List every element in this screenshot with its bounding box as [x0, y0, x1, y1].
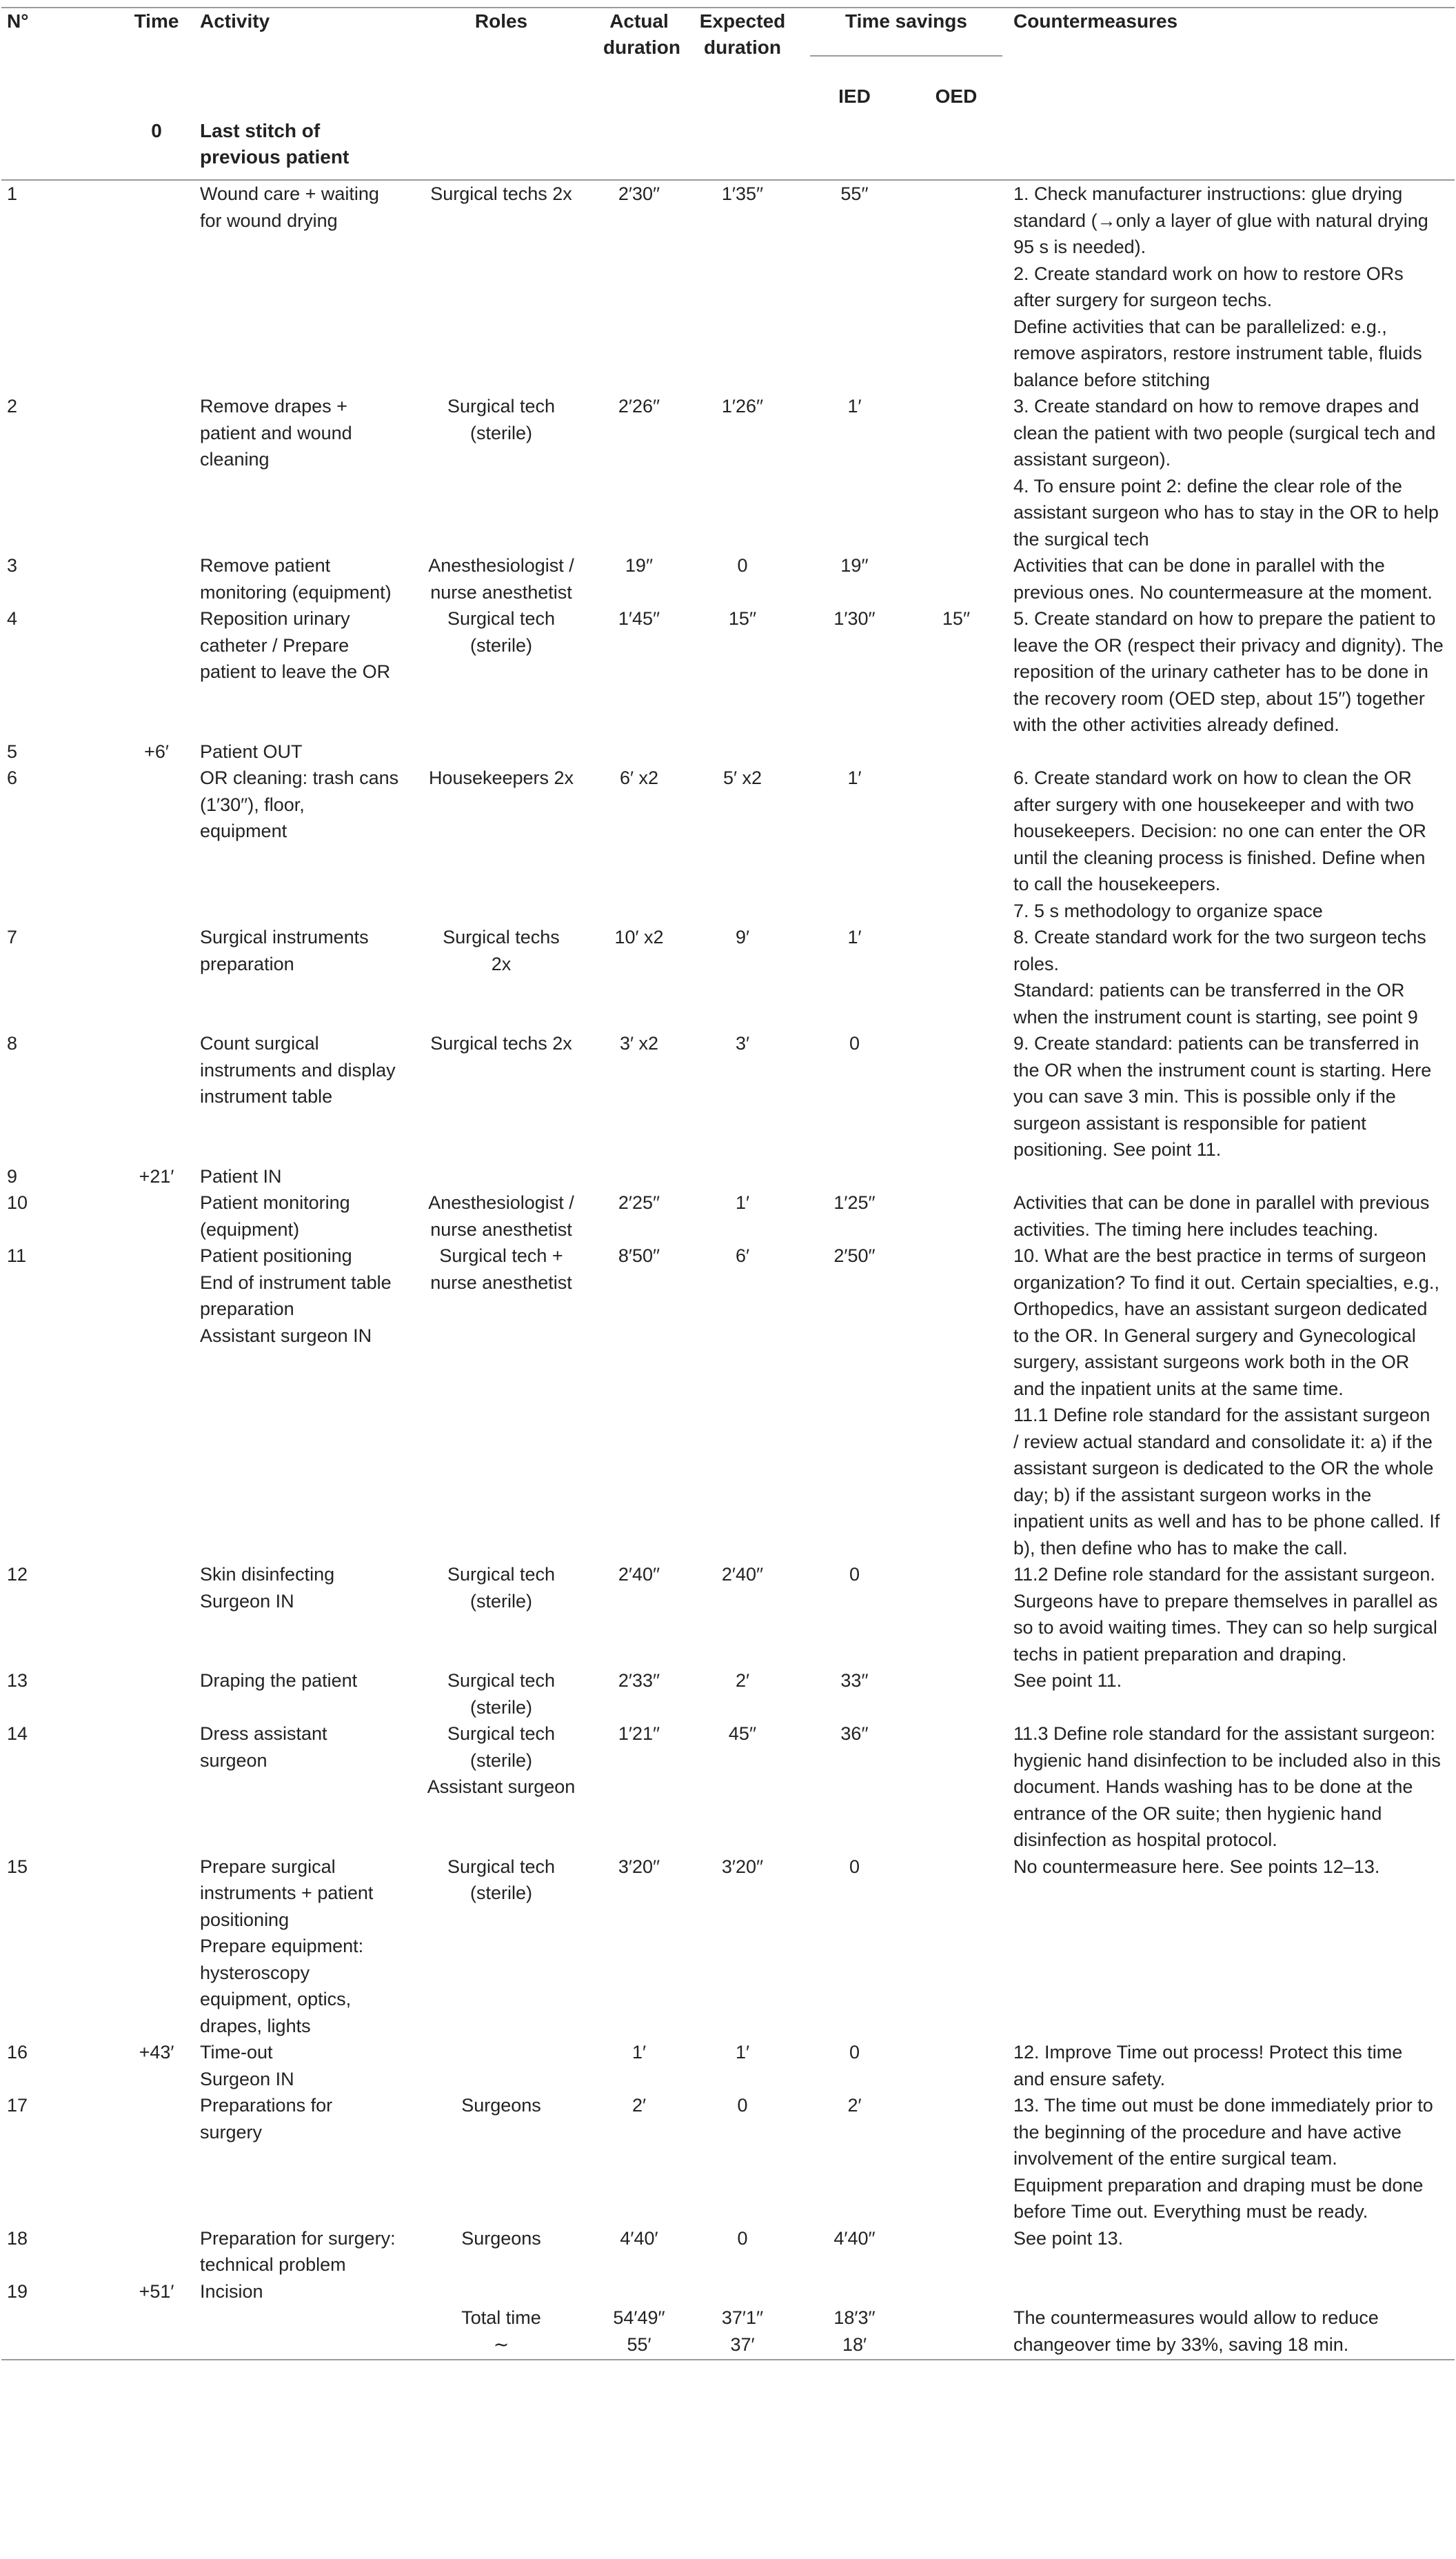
row-roles: Surgical tech (sterile): [447, 608, 556, 656]
row-countermeasures: [1008, 739, 1455, 765]
row-countermeasures: No countermeasure here. See points 12–13.: [1013, 1856, 1380, 1877]
row-activity: Remove patient monitoring (equipment): [200, 555, 392, 603]
row-countermeasures: See point 13.: [1013, 2227, 1124, 2249]
row-actual-duration: 3′ x2: [619, 1033, 659, 1054]
row-expected-duration: 3′20′′: [721, 1856, 764, 1877]
row-countermeasures: [1008, 1163, 1455, 1190]
row-ied: 33′′: [840, 1670, 869, 1691]
row-oed: [904, 924, 1008, 1030]
row-oed: [904, 1243, 1008, 1561]
row-time: [119, 924, 194, 1030]
row-number: 5: [7, 741, 18, 762]
row-number: 9: [7, 1165, 18, 1187]
row-activity: Prepare surgical instruments + patient positioning Prepare equipment: hysteroscopy equipment, optics, drapes, lights: [200, 1856, 374, 2036]
row-ied: [805, 2278, 904, 2305]
table-row: [1, 1561, 1455, 1667]
row-roles: Surgeons: [461, 2095, 541, 2116]
table-row: [1, 2039, 1455, 2092]
row-activity: Patient OUT: [200, 741, 303, 762]
row-countermeasures: 3. Create standard on how to remove drapes and clean the patient with two people (surgical tech and assistant surgeon). 4. To ensure point 2: define the clear role of the assistant surgeon who has to stay in the OR to help the surgical tech: [1013, 396, 1439, 550]
header-time: Time: [119, 8, 194, 111]
header-time-savings: [805, 8, 1008, 83]
row-oed: [904, 765, 1008, 924]
row-actual-duration: 1′: [631, 2042, 647, 2063]
row-time: [119, 1190, 194, 1243]
row-activity: Surgical instruments preparation: [200, 927, 369, 974]
row-countermeasures: 12. Improve Time out process! Protect this time and ensure safety.: [1013, 2042, 1403, 2089]
row-expected-duration: [680, 2278, 805, 2305]
row-roles: Housekeepers 2x: [428, 767, 574, 788]
row-number: 4: [7, 608, 18, 629]
row-expected-duration: 2′: [735, 1670, 750, 1691]
row-activity: Patient monitoring (equipment): [200, 1192, 350, 1240]
table-row: [1, 552, 1455, 605]
row-expected-duration: 1′35′′: [721, 183, 764, 204]
total-label: Total time ∼: [405, 2305, 598, 2360]
row-number: 19: [7, 2280, 28, 2302]
row-ied: [805, 739, 904, 765]
row-ied: 1′: [847, 927, 862, 947]
table-row: [1, 2225, 1455, 2278]
row-roles: [405, 2278, 598, 2305]
changeover-activity-table: [1, 7, 1455, 2360]
row-oed: [904, 180, 1008, 393]
row-number: 12: [7, 1564, 28, 1585]
row-roles: Surgical tech + nurse anesthetist: [430, 1245, 572, 1293]
row-time: [119, 1561, 194, 1667]
row-actual-duration: 4′40′: [620, 2227, 658, 2249]
row-oed: [904, 739, 1008, 765]
row-expected-duration: 1′: [735, 1192, 750, 1213]
row-actual-duration: 3′20′′: [618, 1856, 660, 1877]
row-actual-duration: 2′: [631, 2095, 647, 2116]
row-countermeasures: 11.2 Define role standard for the assistant surgeon. Surgeons have to prepare themselves in parallel as so to avoid waiting times. They can so help surgical techs in patient preparation and draping.: [1013, 1564, 1438, 1665]
row-oed: [904, 1854, 1008, 2040]
row-actual-duration: [598, 739, 680, 765]
header-oed: OED: [935, 86, 978, 107]
row-activity: Skin disinfecting Surgeon IN: [200, 1564, 335, 1612]
row-activity: Preparation for surgery: technical problem: [200, 2227, 396, 2275]
row-roles: [405, 739, 598, 765]
row-ied: 1′30′′: [833, 608, 876, 629]
row-number: 7: [7, 927, 18, 947]
row-oed: [904, 393, 1008, 552]
row-roles: Surgical tech (sterile) Assistant surgeon: [427, 1723, 576, 1797]
row-countermeasures: 13. The time out must be done immediately prior to the beginning of the procedure and have active involvement of the entire surgical team. Equipment preparation and draping must be done before Time out. Everything must be ready.: [1013, 2095, 1433, 2222]
header-roles: Roles: [405, 8, 598, 111]
row-ied: 1′25′′: [833, 1192, 876, 1213]
row-oed: [904, 2092, 1008, 2225]
table-row: [1, 1030, 1455, 1163]
row-roles: Surgical techs 2x: [430, 1033, 572, 1054]
total-expected: 37′1′′ 37′: [680, 2305, 805, 2360]
row-expected-duration: 15′′: [728, 608, 757, 629]
row-expected-duration: 1′: [735, 2042, 750, 2063]
row-number: 3: [7, 555, 18, 576]
row-number: 8: [7, 1033, 18, 1054]
table-row: [1, 1243, 1455, 1561]
row-time: [119, 1030, 194, 1163]
row-activity: OR cleaning: trash cans (1′30′′), floor, equipment: [200, 767, 399, 841]
table-row: [1, 1720, 1455, 1854]
row-roles: Surgical tech (sterile): [447, 1564, 556, 1612]
table-header: [1, 8, 1455, 180]
row-oed: [904, 1561, 1008, 1667]
row-time: [119, 552, 194, 605]
row-roles: Surgeons: [461, 2227, 541, 2249]
table-row: [1, 739, 1455, 765]
row-expected-duration: 1′26′′: [721, 396, 764, 417]
table-row: [1, 1667, 1455, 1720]
row-time: +51′: [139, 2280, 174, 2302]
row-activity: Reposition urinary catheter / Prepare patient to leave the OR: [200, 608, 391, 682]
row-ied: 19′′: [840, 555, 869, 576]
total-countermeasures: The countermeasures would allow to reduce changeover time by 33%, saving 18 min.: [1008, 2305, 1455, 2360]
row-number: 2: [7, 396, 18, 417]
row-oed: [904, 1667, 1008, 1720]
row-countermeasures: 1. Check manufacturer instructions: glue drying standard (→only a layer of glue with natural drying 95 s is needed). 2. Create standard work on how to restore ORs after surgery for surgeon techs. Define activities that can be parallelized: e.g., remove aspirators, restore instrument table, fluids balance before stitching: [1013, 183, 1428, 390]
total-actual: 54′49′′ 55′: [598, 2305, 680, 2360]
row-activity: Incision: [200, 2280, 263, 2302]
row-roles: Surgical tech (sterile): [447, 1856, 556, 1903]
row-number: 13: [7, 1670, 28, 1691]
row-oed: [904, 1163, 1008, 1190]
row-roles: [405, 1163, 598, 1190]
header-no: N°: [1, 8, 119, 111]
row-expected-duration: 6′: [735, 1245, 750, 1266]
row-time: [119, 1854, 194, 2040]
row-roles: Anesthesiologist / nurse anesthetist: [428, 1192, 574, 1240]
row-expected-duration: 2′40′′: [721, 1564, 764, 1585]
row-ied: 36′′: [840, 1723, 869, 1744]
row-oed: [904, 1030, 1008, 1163]
row-oed: [904, 2225, 1008, 2278]
header-expected-duration: Expected duration: [680, 8, 805, 111]
row-time: +21′: [139, 1165, 174, 1187]
row-time: [119, 180, 194, 393]
row-actual-duration: 2′40′′: [618, 1564, 660, 1585]
total-ied: 18′3′′ 18′: [805, 2305, 904, 2360]
row-roles: Surgical tech (sterile): [447, 1670, 556, 1718]
row-activity: Wound care + waiting for wound drying: [200, 183, 379, 231]
row-oed: 15′′: [942, 608, 971, 629]
table-row: [1, 393, 1455, 552]
table-footer: [1, 2305, 1455, 2360]
row-ied: 0: [849, 1033, 860, 1054]
row-ied: 4′40′′: [833, 2227, 876, 2249]
row-countermeasures: 10. What are the best practice in terms of surgeon organization? To find it out. Certain specialties, e.g., Orthopedics, have an assistant surgeon dedicated to the OR. In General surgery and Gynecological surgery, assistant surgeons work both in the OR and the inpatient units at the same time. 11.1 Define role standard for the assistant surgeon / review actual standard and consolidate it: a) if the assistant surgeon is dedicated to the OR the whole day; b) if the assistant surgeon works in the inpatient units as well and has to be phone called. If b), then define who has to make the call.: [1013, 1245, 1440, 1558]
row-number: 16: [7, 2042, 28, 2063]
row-ied: 2′50′′: [833, 1245, 876, 1266]
header-ied: IED: [838, 86, 871, 107]
row-oed: [904, 552, 1008, 605]
row-number: 10: [7, 1192, 28, 1213]
row-activity: Time-out Surgeon IN: [200, 2042, 294, 2089]
row-number: 18: [7, 2227, 28, 2249]
row-activity: Dress assistant surgeon: [200, 1723, 327, 1771]
row-number: 14: [7, 1723, 28, 1744]
row-time: +6′: [144, 741, 169, 762]
start-time: 0: [119, 111, 194, 180]
table-row: [1, 180, 1455, 393]
row-activity: Remove drapes + patient and wound cleaning: [200, 396, 352, 470]
row-actual-duration: 2′26′′: [618, 396, 660, 417]
row-number: 11: [7, 1245, 27, 1266]
table-row: [1, 2092, 1455, 2225]
table-row: [1, 1163, 1455, 1190]
row-roles: Surgical techs 2x: [443, 927, 560, 974]
row-actual-duration: 2′25′′: [618, 1192, 660, 1213]
table-body: [1, 180, 1455, 2305]
row-expected-duration: 45′′: [728, 1723, 757, 1744]
row-countermeasures: 5. Create standard on how to prepare the patient to leave the OR (respect their privacy and dignity). The reposition of the urinary catheter has to be done in the recovery room (OED step, about 15′′) together with the other activities already defined.: [1013, 608, 1444, 735]
row-ied: 1′: [847, 767, 862, 788]
header-actual-duration: Actual duration: [598, 8, 680, 111]
row-expected-duration: 0: [737, 2227, 748, 2249]
row-countermeasures: [1008, 2278, 1455, 2305]
header-countermeasures: Countermeasures: [1008, 8, 1455, 111]
row-time: [119, 605, 194, 739]
row-activity: Draping the patient: [200, 1670, 358, 1691]
row-roles: Surgical tech (sterile): [447, 396, 556, 443]
row-countermeasures: See point 11.: [1013, 1670, 1122, 1691]
row-actual-duration: 1′21′′: [618, 1723, 660, 1744]
row-expected-duration: 9′: [735, 927, 750, 947]
row-expected-duration: [680, 739, 805, 765]
row-actual-duration: [598, 2278, 680, 2305]
row-actual-duration: 10′ x2: [614, 927, 664, 947]
row-time: [119, 1667, 194, 1720]
row-number: 1: [7, 183, 18, 204]
row-time: [119, 2092, 194, 2225]
row-time: [119, 1720, 194, 1854]
row-countermeasures: Activities that can be done in parallel with previous activities. The timing here includes teaching.: [1013, 1192, 1430, 1240]
row-countermeasures: 9. Create standard: patients can be transferred in the OR when the instrument count is starting. Here you can save 3 min. This is possible only if the surgeon assistant is responsible for patient positioning. See point 11.: [1013, 1033, 1432, 1160]
row-activity: Patient positioning End of instrument table preparation Assistant surgeon IN: [200, 1245, 392, 1346]
row-countermeasures: 11.3 Define role standard for the assistant surgeon: hygienic hand disinfection to be included also in this document. Hands washing has to be done at the entrance of the OR suite; then hygienic hand disinfection as hospital protocol.: [1013, 1723, 1441, 1850]
row-ied: 2′: [847, 2095, 862, 2116]
table-row: [1, 924, 1455, 1030]
row-roles: Surgical techs 2x: [430, 183, 572, 204]
row-countermeasures: Activities that can be done in parallel with the previous ones. No countermeasure at the moment.: [1013, 555, 1433, 603]
row-countermeasures: 8. Create standard work for the two surgeon techs roles. Standard: patients can be transferred in the OR when the instrument count is starting, see point 9: [1013, 927, 1426, 1027]
row-oed: [904, 2039, 1008, 2092]
row-ied: 0: [849, 2042, 860, 2063]
table-row: [1, 1190, 1455, 1243]
row-activity: Count surgical instruments and display instrument table: [200, 1033, 396, 1107]
header-activity: Activity: [194, 8, 405, 111]
row-time: [119, 1243, 194, 1561]
row-number: 6: [7, 767, 18, 788]
row-time: [119, 393, 194, 552]
row-countermeasures: 6. Create standard work on how to clean the OR after surgery with one housekeeper and with two housekeepers. Decision: no one can enter the OR until the cleaning process is finished. Define when to call the housekeepers. 7. 5 s methodology to organize space: [1013, 767, 1426, 921]
row-actual-duration: 19′′: [625, 555, 654, 576]
row-ied: [805, 1163, 904, 1190]
start-activity: Last stitch of previous patient: [194, 111, 405, 180]
row-actual-duration: 2′30′′: [618, 183, 660, 204]
row-actual-duration: 8′50′′: [618, 1245, 660, 1266]
row-roles: Anesthesiologist / nurse anesthetist: [428, 555, 574, 603]
row-time: [119, 765, 194, 924]
row-expected-duration: [680, 1163, 805, 1190]
row-ied: 0: [849, 1564, 860, 1585]
row-activity: Patient IN: [200, 1165, 282, 1187]
table-row: [1, 2278, 1455, 2305]
row-expected-duration: 0: [737, 2095, 748, 2116]
table-row: [1, 605, 1455, 739]
row-oed: [904, 1190, 1008, 1243]
row-actual-duration: 2′33′′: [618, 1670, 660, 1691]
row-ied: 0: [849, 1856, 860, 1877]
row-oed: [904, 1720, 1008, 1854]
row-ied: 1′: [847, 396, 862, 417]
row-time: +43′: [139, 2042, 174, 2063]
row-expected-duration: 5′ x2: [722, 767, 762, 788]
row-ied: 55′′: [840, 183, 869, 204]
row-roles: [405, 2039, 598, 2092]
row-expected-duration: 0: [737, 555, 748, 576]
table-row: [1, 765, 1455, 924]
header-time-savings-label: Time savings: [810, 8, 1002, 57]
row-expected-duration: 3′: [735, 1033, 750, 1054]
row-activity: Preparations for surgery: [200, 2095, 333, 2142]
row-number: 15: [7, 1856, 28, 1877]
row-number: 17: [7, 2095, 28, 2116]
row-oed: [904, 2278, 1008, 2305]
table-row: [1, 1854, 1455, 2040]
row-actual-duration: 6′ x2: [619, 767, 659, 788]
row-actual-duration: [598, 1163, 680, 1190]
row-actual-duration: 1′45′′: [618, 608, 660, 629]
row-time: [119, 2225, 194, 2278]
